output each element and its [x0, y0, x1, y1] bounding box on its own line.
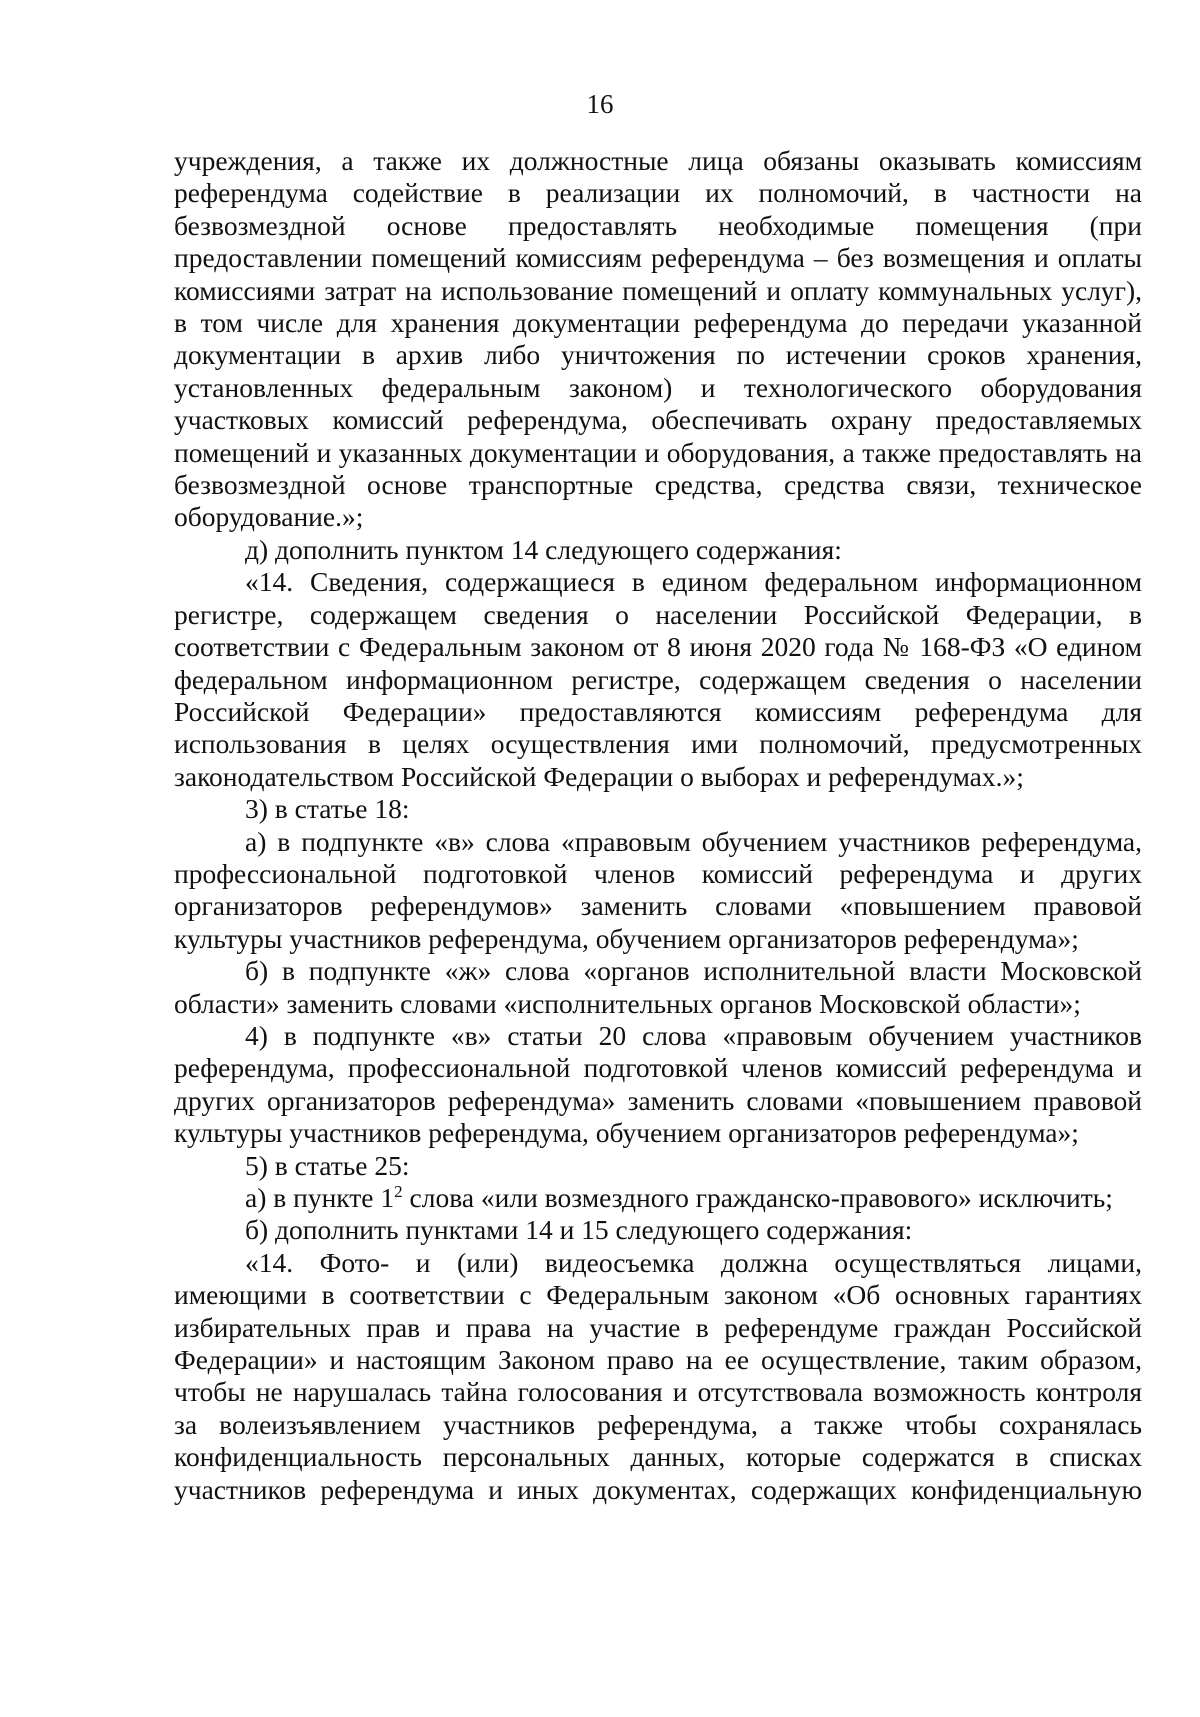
paragraph-add-points: б) дополнить пунктами 14 и 15 следующего содержания:	[245, 1214, 913, 1246]
paragraph-subitem-v: а) в подпункте «в» слова «правовым обучением участников референдума, профессиональной подготовкой членов комиссий референдума и других организаторов референдумов» заменить словами «повышением правовой культуры участников референдума, обучением организаторов референдума»;	[174, 825, 1142, 954]
paragraph-continuation: учреждения, а также их должностные лица обязаны оказывать комиссиям референдума содействие в реализации их полномочий, в частности на безвозмездной основе предоставлять необходимые помещения (при предоставлении помещений комиссиям референдума – без возмещения и оплаты комиссиями затрат на использование помещений и оплату коммунальных услуг), в том числе для хранения документации референдума до передачи указанной документации в архив либо уничтожения по истечении сроков хранения, установленных федеральным законом) и технологического оборудования участковых комиссий референдума, обеспечивать охрану предоставляемых помещений и указанных документации и оборудования, а также предоставлять на безвозмездной основе транспортные средства, средства связи, техническое оборудование.»;	[174, 145, 1142, 533]
page-number: 16	[586, 89, 614, 119]
paragraph-point-1-2	[174, 1182, 1142, 1214]
point-text-after: слова «или возмездного гражданско-правового» исключить;	[402, 1182, 1113, 1213]
paragraph-article-20: 4) в подпункте «в» статьи 20 слова «правовым обучением участников референдума, профессиональной подготовкой членов комиссий референдума и других организаторов референдума» заменить словами «повышением правовой культуры участников референдума, обучением организаторов референдума»;	[174, 1019, 1142, 1149]
paragraph-point-14-register: «14. Сведения, содержащиеся в едином федеральном информационном регистре, содержащем сведения о населении Российской Федерации, в соответствии с Федеральным законом от 8 июня 2020 года № 168-ФЗ «О едином федеральном информационном регистре, содержащем сведения о населении Российской Федерации» предоставляются комиссиям референдума для использования в целях осуществления ими полномочий, предусмотренных законодательством Российской Федерации о выборах и референдумах.»;	[174, 566, 1142, 792]
paragraph-article-25: 5) в статье 25:	[245, 1149, 410, 1181]
point-text-before: а) в пункте 1	[245, 1182, 395, 1213]
paragraph-point-14-photo: «14. Фото- и (или) видеосъемка должна осуществляться лицами, имеющими в соответствии с Федеральным законом «Об основных гарантиях избирательных прав и права на участие в референдуме граждан Российской Федерации» и настоящим Законом право на ее осуществление, таким образом, чтобы не нарушалась тайна голосования и отсутствовала возможность контроля за волеизъявлением участников референдума, а также чтобы сохранялась конфиденциальность персональных данных, которые содержатся в списках участников референдума и иных документах, содержащих конфиденциальную	[174, 1246, 1142, 1505]
paragraph-item-d: д) дополнить пунктом 14 следующего содержания:	[245, 533, 842, 565]
paragraph-article-18: 3) в статье 18:	[245, 793, 410, 825]
paragraph-subitem-zh: б) в подпункте «ж» слова «органов исполнительной власти Московской области» заменить словами «исполнительных органов Московской области»;	[174, 955, 1142, 1019]
document-body	[174, 145, 1142, 1506]
point-superscript: 2	[394, 1181, 403, 1201]
